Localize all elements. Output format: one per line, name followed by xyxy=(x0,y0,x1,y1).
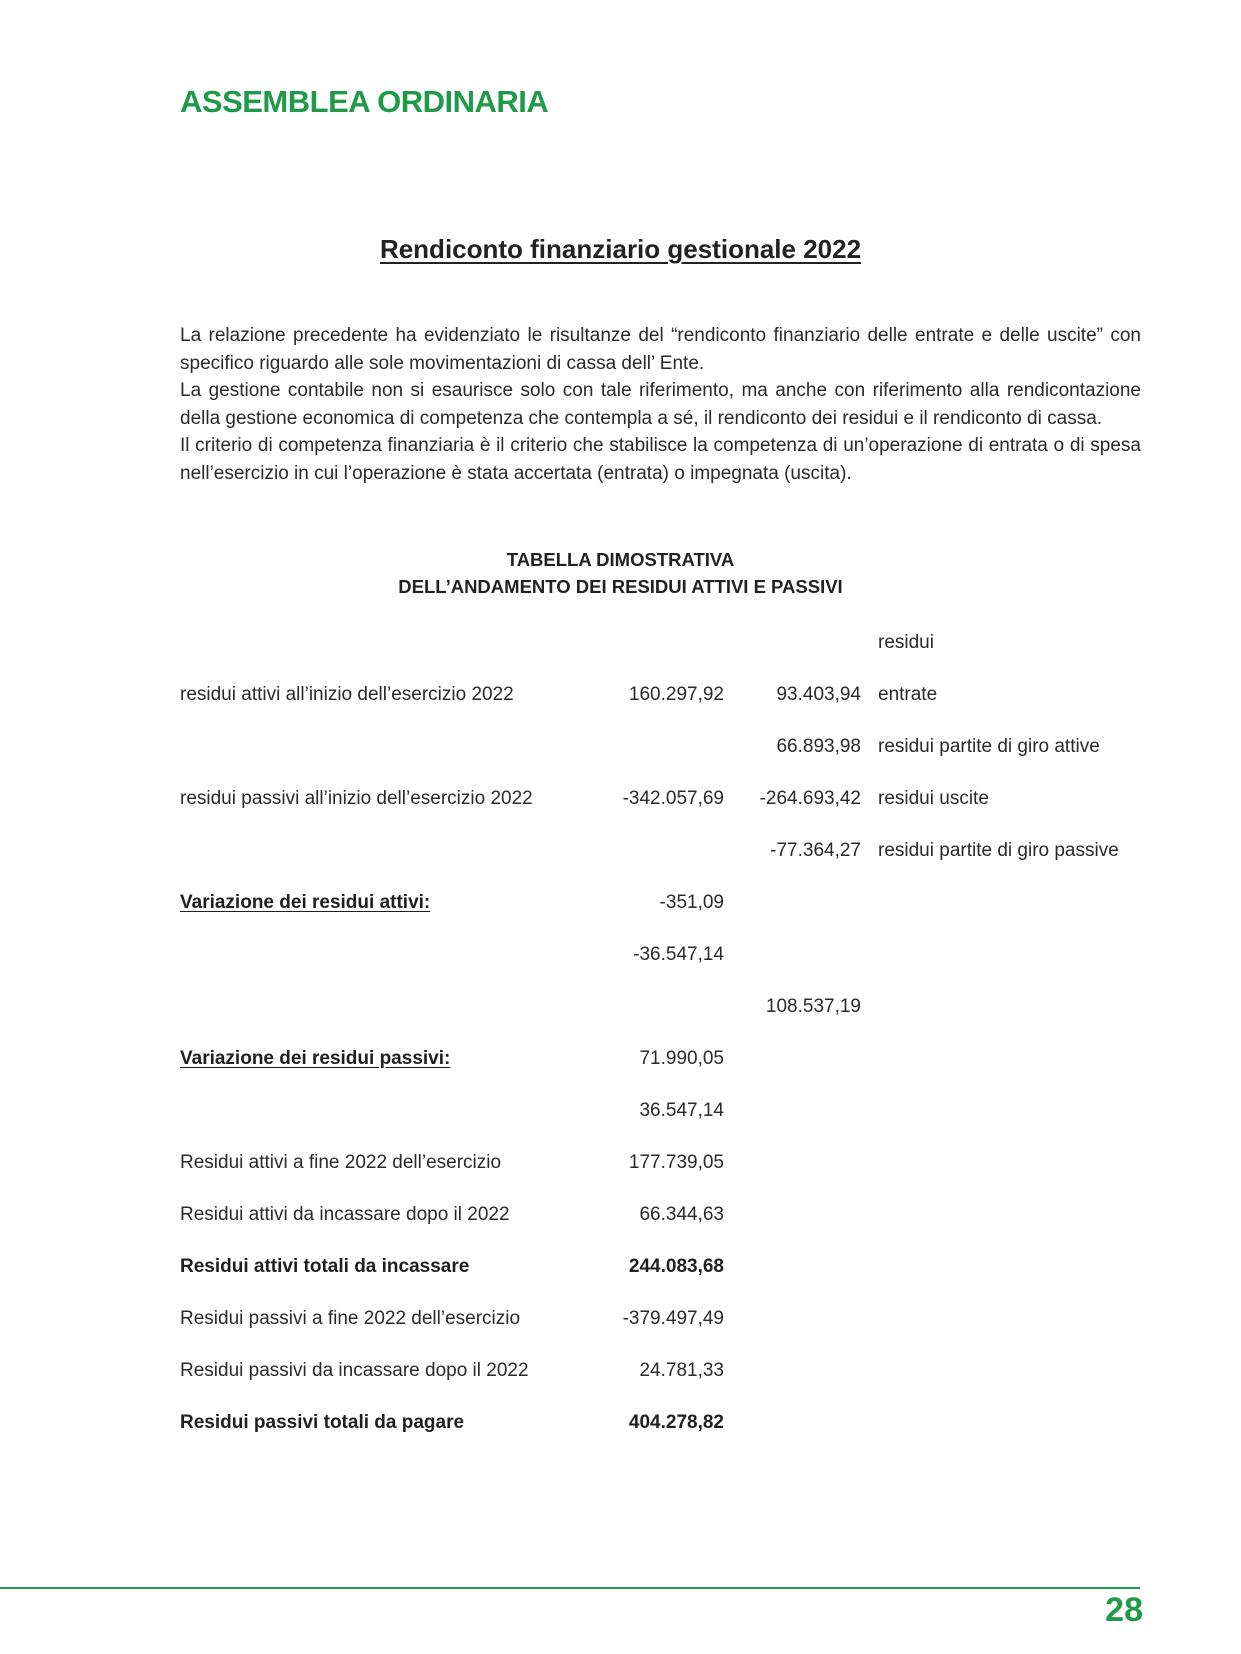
page-number: 28 xyxy=(1105,1591,1143,1629)
row-label: residui attivi all’inizio dell’esercizio 2022 xyxy=(180,684,514,705)
table-row xyxy=(0,840,1241,870)
row-value-primary: 160.297,92 xyxy=(628,684,724,705)
row-label: Residui passivi da incassare dopo il 2022 xyxy=(180,1360,529,1381)
table-row xyxy=(0,1100,1241,1130)
row-value-secondary: -77.364,27 xyxy=(770,840,861,861)
table-heading-line: DELL’ANDAMENTO DEI RESIDUI ATTIVI E PASSIVI xyxy=(398,576,843,597)
row-value-secondary: 108.537,19 xyxy=(765,996,861,1017)
table-row xyxy=(0,788,1241,818)
table-row xyxy=(0,1360,1241,1390)
row-note: residui xyxy=(878,632,934,653)
intro-text xyxy=(180,322,1141,487)
row-value-secondary: 93.403,94 xyxy=(776,684,861,705)
table-row xyxy=(0,996,1241,1026)
row-value-primary: -351,09 xyxy=(659,892,724,913)
table-row xyxy=(0,1256,1241,1286)
table-row xyxy=(0,1152,1241,1182)
table-row xyxy=(0,1412,1241,1442)
table-heading-line: TABELLA DIMOSTRATIVA xyxy=(506,549,735,570)
table-row xyxy=(0,736,1241,766)
row-value-secondary: -264.693,42 xyxy=(759,788,861,809)
table-row xyxy=(0,1048,1241,1078)
table-row xyxy=(0,684,1241,714)
row-label: Variazione dei residui attivi: xyxy=(180,892,431,913)
intro-paragraph: La gestione contabile non si esaurisce solo con tale riferimento, ma anche con riferimento alla rendicontazione della gestione economica di competenza che contempla a sé, il rendiconto dei residui e il rendiconto di cassa. xyxy=(180,380,1141,429)
table-row xyxy=(0,944,1241,974)
row-note: residui partite di giro passive xyxy=(878,840,1119,861)
document-title: Rendiconto finanziario gestionale 2022 xyxy=(379,234,862,264)
footer-divider xyxy=(0,1587,1140,1589)
row-label: residui passivi all’inizio dell’esercizio 2022 xyxy=(180,788,533,809)
table-row xyxy=(0,1308,1241,1338)
row-value-primary: 244.083,68 xyxy=(628,1256,724,1277)
row-value-primary: 71.990,05 xyxy=(639,1048,724,1069)
row-value-primary: 24.781,33 xyxy=(639,1360,724,1381)
table-heading xyxy=(0,546,1241,600)
row-value-primary: -379.497,49 xyxy=(622,1308,724,1329)
table-row xyxy=(0,892,1241,922)
row-note: entrate xyxy=(878,684,938,705)
row-label: Residui passivi a fine 2022 dell’esercizio xyxy=(180,1308,521,1329)
row-value-primary: -342.057,69 xyxy=(622,788,724,809)
table-row xyxy=(0,632,1241,662)
row-value-primary: 36.547,14 xyxy=(639,1100,724,1121)
row-value-primary: 66.344,63 xyxy=(639,1204,724,1225)
row-value-secondary: 66.893,98 xyxy=(776,736,861,757)
table-row xyxy=(0,1204,1241,1234)
row-label: Residui attivi a fine 2022 dell’esercizio xyxy=(180,1152,502,1173)
row-label: Residui attivi da incassare dopo il 2022 xyxy=(180,1204,510,1225)
intro-paragraph: Il criterio di competenza finanziaria è il criterio che stabilisce la competenza di un’operazione di entrata o di spesa nell’esercizio in cui l’operazione è stata accertata (entrata) o impegnata (uscita). xyxy=(180,435,1141,484)
row-label: Residui passivi totali da pagare xyxy=(180,1412,465,1433)
row-label: Residui attivi totali da incassare xyxy=(180,1256,470,1277)
row-value-primary: 404.278,82 xyxy=(628,1412,724,1433)
row-label: Variazione dei residui passivi: xyxy=(180,1048,451,1069)
row-note: residui partite di giro attive xyxy=(878,736,1100,757)
row-note: residui uscite xyxy=(878,788,989,809)
section-header-title: ASSEMBLEA ORDINARIA xyxy=(180,84,549,119)
row-value-primary: -36.547,14 xyxy=(633,944,724,965)
row-value-primary: 177.739,05 xyxy=(628,1152,724,1173)
intro-paragraph: La relazione precedente ha evidenziato le risultanze del “rendiconto finanziario delle entrate e delle uscite” con specifico riguardo alle sole movimentazioni di cassa dell’ Ente. xyxy=(180,325,1141,374)
document-title-wrapper xyxy=(0,234,1241,265)
